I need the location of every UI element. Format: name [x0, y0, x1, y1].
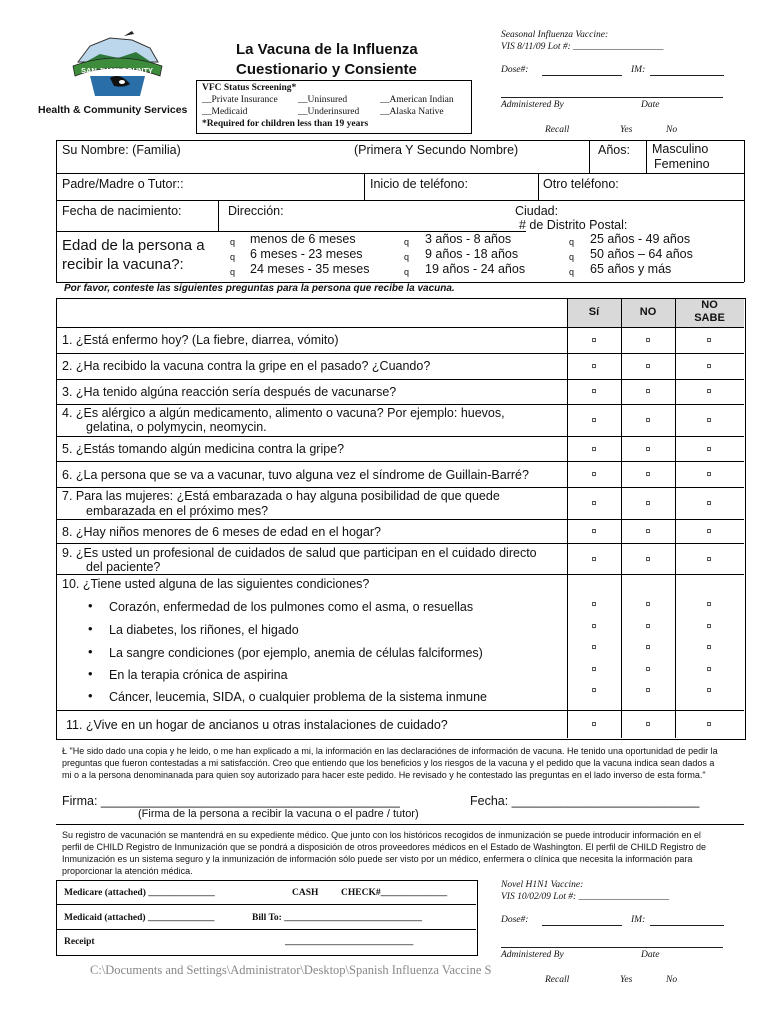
age-group-label-line-1: Edad de la persona a [62, 237, 205, 254]
bullet: • [88, 688, 93, 703]
col-no-sabe [675, 299, 744, 325]
q2-nosabe-checkbox[interactable]: ¤ [706, 361, 712, 371]
q9-no-checkbox[interactable]: ¤ [645, 554, 651, 564]
age-checkbox[interactable]: q [404, 267, 410, 277]
q7-no-checkbox[interactable]: ¤ [645, 498, 651, 508]
c2-si-checkbox[interactable]: ¤ [591, 621, 597, 631]
col-no-sabe-line-2: SABE [694, 312, 725, 324]
cash-option[interactable]: CASH [292, 888, 319, 898]
c1-no-checkbox[interactable]: ¤ [645, 599, 651, 609]
q4-nosabe-checkbox[interactable]: ¤ [706, 415, 712, 425]
h1n1-recall-no[interactable]: No [666, 975, 678, 985]
seasonal-im-label: IM: [631, 65, 646, 75]
seasonal-im-field[interactable] [650, 65, 724, 76]
age-option: 65 años y más [590, 262, 672, 276]
age-option: 3 años - 8 años [425, 232, 512, 246]
name-last-label[interactable]: Su Nombre: (Familia) [62, 143, 181, 157]
q5-si-checkbox[interactable]: ¤ [591, 444, 597, 454]
condition-aspirin: En la terapia crónica de aspirina [109, 668, 288, 682]
age-option: 24 meses - 35 meses [250, 262, 370, 276]
c2-nosabe-checkbox[interactable]: ¤ [706, 621, 712, 631]
seasonal-vis-lot[interactable]: VIS 8/11/09 Lot #: ___________________ [501, 42, 664, 52]
condition-heart-lungs: Corazón, enfermedad de los pulmones como el asma, o resuellas [109, 600, 474, 614]
title-line-1: La Vacuna de la Influenza [236, 41, 418, 58]
phone-label[interactable]: Inicio de teléfono: [370, 177, 468, 191]
q6-nosabe-checkbox[interactable]: ¤ [706, 469, 712, 479]
vfc-uninsured[interactable]: __Uninsured [298, 95, 348, 105]
age-option: menos de 6 meses [250, 232, 356, 246]
q3-no-checkbox[interactable]: ¤ [645, 386, 651, 396]
c5-si-checkbox[interactable]: ¤ [591, 685, 597, 695]
h1n1-im-label: IM: [631, 915, 646, 925]
check-number-field[interactable]: CHECK#______________ [341, 888, 448, 898]
c1-si-checkbox[interactable]: ¤ [591, 599, 597, 609]
h1n1-dose-field[interactable] [542, 915, 622, 926]
age-checkbox[interactable]: q [404, 252, 410, 262]
condition-immune: Cáncer, leucemia, SIDA, o cualquier problema de la sistema inmune [109, 690, 487, 704]
registry-statement: Su registro de vacunación se mantendrá en su expediente médico. Que junto con los históricos recogidos de inmunización se puede introducir información en el perfil de CHILD Registro de Inmunización que se pondrá a disposición de otros proveedores médicos en el Estado de Washington. El perfil de CHILD Registro de Inmunización es un sistema seguro y la inmunización de información sólo puede ser visto por un médico, enfermera o clínica que necesita la información para proporcionar la atención médica. [62, 830, 707, 876]
c3-si-checkbox[interactable]: ¤ [591, 642, 597, 652]
q8-nosabe-checkbox[interactable]: ¤ [706, 526, 712, 536]
question-1: 1. ¿Está enfermo hoy? (La fiebre, diarrea, vómito) [62, 333, 339, 347]
seasonal-admin-field[interactable] [501, 87, 723, 98]
h1n1-recall: Recall [545, 975, 570, 985]
receipt-label: Receipt [64, 937, 95, 947]
c3-nosabe-checkbox[interactable]: ¤ [706, 642, 712, 652]
q11-si-checkbox[interactable]: ¤ [591, 719, 597, 729]
col-si: Sí [588, 306, 600, 318]
age-group-label [62, 236, 205, 274]
sex-male[interactable]: Masculino [652, 142, 709, 156]
sex-female[interactable]: Femenino [654, 157, 710, 171]
q3-nosabe-checkbox[interactable]: ¤ [706, 386, 712, 396]
age-checkbox[interactable]: q [230, 237, 236, 247]
condition-diabetes-kidney: La diabetes, los riñones, el higado [109, 623, 299, 637]
signature-field[interactable]: Firma: ___________________________________________ [62, 794, 400, 808]
q6-no-checkbox[interactable]: ¤ [645, 469, 651, 479]
c5-no-checkbox[interactable]: ¤ [645, 685, 651, 695]
q7-si-checkbox[interactable]: ¤ [591, 498, 597, 508]
age-option: 50 años – 64 años [590, 247, 693, 261]
question-4-cont: gelatina, o polymycin, neomycin. [86, 420, 267, 434]
q1-nosabe-checkbox[interactable]: ¤ [706, 335, 712, 345]
seasonal-recall-yes[interactable]: Yes [620, 125, 633, 135]
c2-no-checkbox[interactable]: ¤ [645, 621, 651, 631]
c5-nosabe-checkbox[interactable]: ¤ [706, 685, 712, 695]
q1-si-checkbox[interactable]: ¤ [591, 335, 597, 345]
vfc-title: VFC Status Screening* [202, 83, 297, 93]
q6-si-checkbox[interactable]: ¤ [591, 469, 597, 479]
c4-nosabe-checkbox[interactable]: ¤ [706, 664, 712, 674]
question-2: 2. ¿Ha recibido la vacuna contra la gripe en el pasado? ¿Cuando? [62, 359, 431, 373]
vfc-alaska-native[interactable]: __Alaska Native [380, 107, 444, 117]
seasonal-recall: Recall [545, 125, 570, 135]
address-label[interactable]: Dirección: [228, 204, 284, 218]
age-label[interactable]: Años: [598, 143, 630, 157]
q2-no-checkbox[interactable]: ¤ [645, 361, 651, 371]
question-3: 3. ¿Ha tenido algúna reacción sería después de vacunarse? [62, 385, 397, 399]
age-option: 19 años - 24 años [425, 262, 526, 276]
condition-blood: La sangre condiciones (por ejemplo, anemia de células falciformes) [109, 646, 483, 660]
file-path-footer: C:\Documents and Settings\Administrator\Desktop\Spanish Influenza Vaccine S [90, 963, 492, 977]
medicaid-field[interactable]: Medicaid (attached) ______________ [64, 913, 215, 923]
c3-no-checkbox[interactable]: ¤ [645, 642, 651, 652]
seasonal-dose-label: Dose#: [501, 65, 529, 75]
question-6: 6. ¿La persona que se va a vacunar, tuvo alguna vez el síndrome de Guillain-Barré? [62, 468, 529, 482]
vfc-note: *Required for children less than 19 years [202, 119, 369, 129]
question-9: 9. ¿Es usted un profesional de cuidados de salud que participan en el cuidado directo [62, 546, 537, 560]
parent-label[interactable]: Padre/Madre o Tutor:: [62, 177, 184, 191]
zip-label[interactable]: # de Distrito Postal: [519, 218, 628, 232]
form-title [236, 40, 418, 80]
seasonal-dose-field[interactable] [542, 65, 622, 76]
logo-text: SAN JUAN COUNTY [80, 66, 154, 75]
c4-no-checkbox[interactable]: ¤ [645, 664, 651, 674]
vfc-medicaid[interactable]: __Medicaid [202, 107, 248, 117]
q8-no-checkbox[interactable]: ¤ [645, 526, 651, 536]
age-checkbox[interactable]: q [569, 267, 575, 277]
seasonal-recall-no[interactable]: No [666, 125, 678, 135]
c1-nosabe-checkbox[interactable]: ¤ [706, 599, 712, 609]
h1n1-title: Novel H1N1 Vaccine: [501, 880, 584, 890]
h1n1-dose-label: Dose#: [501, 915, 529, 925]
consent-statement: Ł "He sido dado una copia y he leido, o me han explicado a mi, la información en las declaraciónes de información de vacuna. He tenido una oportunidad de pedir la preguntas que fueron contestadas a mi satisfacción. Creo que entiendo que los beneficios y los riesgos de la vacuna y el pedido que la vacuna indica sean dados a mi o a la persona denominanada para quien soy autorizado para hacer este pedido. He revisado y he contestado las preguntas en el lado inverso de esta forma." [62, 746, 718, 780]
q2-si-checkbox[interactable]: ¤ [591, 361, 597, 371]
age-option: 25 años - 49 años [590, 232, 691, 246]
age-group-label-line-2: recibir la vacuna?: [62, 256, 184, 273]
org-name: Health & Community Services [38, 104, 188, 116]
receipt-field[interactable]: ___________________________ [285, 937, 414, 947]
seasonal-date: Date [641, 100, 660, 110]
q4-si-checkbox[interactable]: ¤ [591, 415, 597, 425]
q9-nosabe-checkbox[interactable]: ¤ [706, 554, 712, 564]
q9-si-checkbox[interactable]: ¤ [591, 554, 597, 564]
col-no: NO [639, 306, 657, 318]
date-field[interactable]: Fecha: ___________________________ [470, 794, 700, 808]
c4-si-checkbox[interactable]: ¤ [591, 664, 597, 674]
bullet: • [88, 598, 93, 613]
age-checkbox[interactable]: q [569, 237, 575, 247]
medicare-field[interactable]: Medicare (attached) ______________ [64, 888, 215, 898]
city-label[interactable]: Ciudad: [515, 204, 559, 218]
other-phone-label[interactable]: Otro teléfono: [543, 177, 619, 191]
vfc-private-insurance[interactable]: __Private Insurance [202, 95, 278, 105]
question-4: 4. ¿Es alérgico a algún medicamento, alimento o vacuna? Por ejemplo: huevos, [62, 406, 505, 420]
q3-si-checkbox[interactable]: ¤ [591, 386, 597, 396]
question-7: 7. Para las mujeres: ¿Está embarazada o hay alguna posibilidad de que quede [62, 489, 500, 503]
col-no-sabe-line-1: NO [701, 299, 718, 311]
question-5: 5. ¿Estás tomando algún medicina contra la gripe? [62, 442, 345, 456]
h1n1-im-field[interactable] [650, 915, 724, 926]
h1n1-admin-field[interactable] [501, 937, 723, 948]
question-9-cont: del paciente? [86, 560, 161, 574]
age-option: 6 meses - 23 meses [250, 247, 363, 261]
bill-to-field[interactable]: Bill To: _____________________________ [252, 913, 422, 923]
name-first-label[interactable]: (Primera Y Secundo Nombre) [354, 143, 519, 157]
seasonal-title: Seasonal Influenza Vaccine: [501, 30, 609, 40]
bullet: • [88, 621, 93, 636]
q7-nosabe-checkbox[interactable]: ¤ [706, 498, 712, 508]
q11-no-checkbox[interactable]: ¤ [645, 719, 651, 729]
questions-intro: Por favor, conteste las siguientes preguntas para la persona que recibe la vacuna. [64, 283, 455, 294]
q8-si-checkbox[interactable]: ¤ [591, 526, 597, 536]
age-checkbox[interactable]: q [569, 252, 575, 262]
title-line-2: Cuestionario y Consiente [236, 61, 417, 78]
h1n1-date: Date [641, 950, 660, 960]
age-checkbox[interactable]: q [404, 237, 410, 247]
bullet: • [88, 666, 93, 681]
question-8: 8. ¿Hay niños menores de 6 meses de edad en el hogar? [62, 525, 381, 539]
q11-nosabe-checkbox[interactable]: ¤ [706, 719, 712, 729]
q5-nosabe-checkbox[interactable]: ¤ [706, 444, 712, 454]
question-10: 10. ¿Tiene usted alguna de las siguientes condiciones? [62, 577, 370, 591]
h1n1-administered-by: Administered By [501, 950, 564, 960]
h1n1-recall-yes[interactable]: Yes [620, 975, 633, 985]
question-7-cont: embarazada en el próximo mes? [86, 504, 269, 518]
county-logo [70, 28, 165, 100]
q1-no-checkbox[interactable]: ¤ [645, 335, 651, 345]
vfc-underinsured[interactable]: __Underinsured [298, 107, 360, 117]
h1n1-vis-lot[interactable]: VIS 10/02/09 Lot #: ___________________ [501, 892, 669, 902]
bullet: • [88, 644, 93, 659]
dob-label[interactable]: Fecha de nacimiento: [62, 204, 182, 218]
vfc-american-indian[interactable]: __American Indian [380, 95, 454, 105]
q5-no-checkbox[interactable]: ¤ [645, 444, 651, 454]
q4-no-checkbox[interactable]: ¤ [645, 415, 651, 425]
age-checkbox[interactable]: q [230, 252, 236, 262]
question-11: 11. ¿Vive en un hogar de ancianos u otras instalaciones de cuidado? [66, 718, 448, 732]
signature-note: (Firma de la persona a recibir la vacuna o el padre / tutor) [138, 808, 419, 820]
age-option: 9 años - 18 años [425, 247, 519, 261]
seasonal-administered-by: Administered By [501, 100, 564, 110]
age-checkbox[interactable]: q [230, 267, 236, 277]
